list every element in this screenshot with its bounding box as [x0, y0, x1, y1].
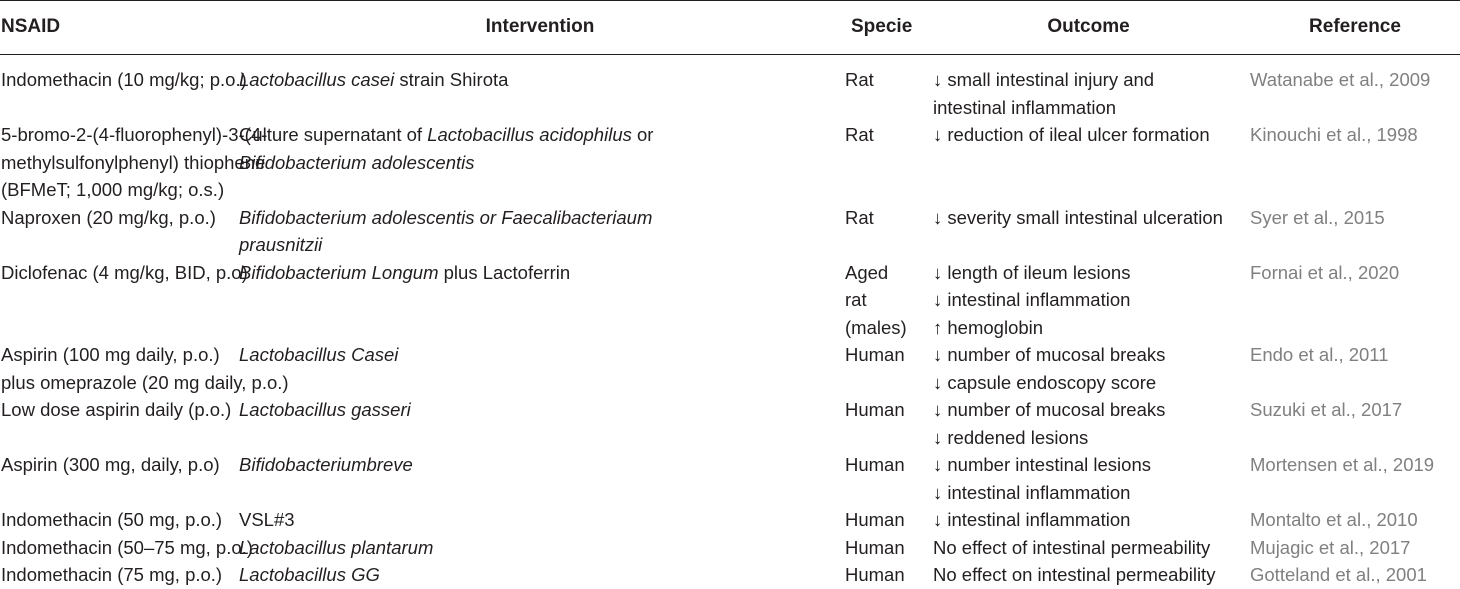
- specie-cell-line: (males): [845, 316, 907, 338]
- nsaid-cell-line: 5-bromo-2-(4-fluorophenyl)-3-(4-: [1, 124, 268, 145]
- nsaid-cell-line: methylsulfonylphenyl) thiophene: [1, 151, 266, 173]
- nsaid-cell: [0, 396, 237, 451]
- specie-cell: [843, 396, 927, 451]
- organism-name: Bifidobacterium adolescentis: [239, 151, 475, 173]
- outcome-cell-line: ↓ severity small intestinal ulceration: [933, 206, 1223, 228]
- outcome-cell-line: ↓ reduction of ileal ulcer formation: [933, 124, 1210, 145]
- header-reference: Reference: [1250, 1, 1460, 55]
- intervention-cell: [237, 561, 843, 589]
- table-body: [0, 55, 1460, 589]
- header-outcome: Outcome: [927, 1, 1250, 55]
- organism-name: prausnitzii: [239, 234, 323, 255]
- reference-cell: Gotteland et al., 2001: [1250, 564, 1427, 585]
- outcome-cell-line: No effect of intestinal permeability: [933, 536, 1211, 558]
- nsaid-cell-line: Indomethacin (75 mg, p.o.): [1, 564, 223, 585]
- intervention-cell: [237, 259, 843, 342]
- outcome-cell: [927, 121, 1250, 204]
- organism-name: Bifidobacterium Longum: [239, 261, 439, 283]
- outcome-cell-line: ↓ capsule endoscopy score: [933, 371, 1157, 393]
- outcome-cell: [927, 259, 1250, 342]
- table-row: [0, 561, 1460, 589]
- nsaid-cell-line: Aspirin (300 mg, daily, p.o): [1, 454, 220, 475]
- nsaid-cell-line: Low dose aspirin daily (p.o.): [1, 399, 232, 420]
- table-row: [0, 534, 1460, 562]
- intervention-text: or: [631, 124, 654, 145]
- nsaid-cell: [0, 506, 237, 534]
- outcome-cell-line: intestinal inflammation: [933, 96, 1117, 118]
- specie-cell-line: Rat: [845, 124, 874, 145]
- nsaid-cell-line: Aspirin (100 mg daily, p.o.): [1, 344, 220, 365]
- header-intervention: Intervention: [237, 1, 843, 55]
- nsaid-cell-line: Diclofenac (4 mg/kg, BID, p.o): [1, 261, 248, 283]
- specie-cell-line: rat: [845, 289, 867, 310]
- intervention-line: [239, 149, 843, 177]
- intervention-text: VSL#3: [239, 509, 295, 530]
- specie-cell-line: Human: [845, 509, 905, 530]
- nsaid-cell: [0, 55, 247, 122]
- specie-cell: [843, 55, 927, 122]
- specie-cell-line: Rat: [845, 206, 874, 228]
- specie-cell-line: Human: [845, 564, 905, 585]
- specie-cell: [843, 259, 927, 342]
- organism-name: Lactobacillus acidophilus: [427, 124, 632, 145]
- outcome-cell: [927, 204, 1250, 259]
- intervention-cell: [237, 451, 843, 506]
- specie-cell-line: Aged: [845, 261, 889, 283]
- intervention-line: [239, 259, 843, 287]
- outcome-cell: [927, 341, 1250, 396]
- outcome-cell-line: ↑ hemoglobin: [933, 316, 1044, 338]
- specie-cell: [843, 506, 927, 534]
- intervention-cell: [237, 506, 843, 534]
- outcome-cell-line: No effect on intestinal permeability: [933, 564, 1216, 585]
- outcome-cell: [927, 506, 1250, 534]
- intervention-line: [239, 341, 843, 369]
- outcome-cell-line: ↓ small intestinal injury and: [933, 69, 1155, 90]
- specie-cell: [843, 341, 927, 396]
- table-row: [0, 121, 1460, 204]
- table-row: [0, 506, 1460, 534]
- table-row: [0, 55, 1460, 122]
- outcome-cell: [927, 55, 1250, 122]
- intervention-cell: [237, 55, 843, 122]
- reference-cell: Watanabe et al., 2009: [1250, 69, 1431, 90]
- nsaid-cell: [0, 534, 253, 562]
- intervention-cell: [237, 121, 843, 204]
- organism-name: Bifidobacteriumbreve: [239, 454, 413, 475]
- nsaid-cell: [0, 451, 237, 506]
- specie-cell-line: Human: [845, 399, 905, 420]
- intervention-text: plus Lactoferrin: [438, 261, 571, 283]
- specie-cell: [843, 204, 927, 259]
- intervention-line: [239, 66, 843, 94]
- specie-cell-line: Human: [845, 536, 905, 558]
- nsaid-cell-line: (BFMeT; 1,000 mg/kg; o.s.): [1, 179, 225, 200]
- outcome-cell: [927, 561, 1250, 589]
- intervention-line: [239, 231, 843, 259]
- outcome-cell-line: ↓ number of mucosal breaks: [933, 344, 1166, 365]
- outcome-cell-line: ↓ intestinal inflammation: [933, 289, 1131, 310]
- reference-cell: Kinouchi et al., 1998: [1250, 124, 1418, 145]
- reference-cell: Fornai et al., 2020: [1250, 261, 1400, 283]
- specie-cell: [843, 561, 927, 589]
- intervention-cell: [237, 534, 843, 562]
- organism-name: Lactobacillus gasseri: [239, 399, 411, 420]
- intervention-text: Culture supernatant of: [239, 124, 428, 145]
- intervention-line: [239, 396, 843, 424]
- outcome-cell-line: ↓ reddened lesions: [933, 426, 1089, 448]
- nsaid-cell: [0, 259, 248, 342]
- outcome-cell: [927, 534, 1250, 562]
- table-row: [0, 396, 1460, 451]
- nsaid-cell-line: Indomethacin (50–75 mg, p.o.): [1, 536, 253, 558]
- intervention-cell: [237, 204, 843, 259]
- table-row: [0, 259, 1460, 342]
- nsaid-cell: [0, 341, 289, 396]
- reference-cell: Endo et al., 2011: [1250, 344, 1389, 365]
- reference-cell: Montalto et al., 2010: [1250, 509, 1418, 530]
- specie-cell-line: Rat: [845, 69, 874, 90]
- intervention-line: [239, 204, 843, 232]
- intervention-line: [239, 534, 843, 562]
- intervention-line: [239, 121, 843, 149]
- nsaid-cell-line: Indomethacin (10 mg/kg; p.o.): [1, 69, 247, 90]
- specie-cell: [843, 451, 927, 506]
- table-row: [0, 204, 1460, 259]
- outcome-cell-line: ↓ intestinal inflammation: [933, 481, 1131, 503]
- specie-cell: [843, 534, 927, 562]
- table-row: [0, 341, 1460, 396]
- nsaid-cell: [0, 121, 268, 204]
- header-row: [0, 1, 1460, 55]
- nsaid-cell-line: Naproxen (20 mg/kg, p.o.): [1, 206, 216, 228]
- nsaid-cell-line: Indomethacin (50 mg, p.o.): [1, 509, 223, 530]
- nsaid-cell: [0, 204, 237, 259]
- outcome-cell-line: ↓ intestinal inflammation: [933, 509, 1131, 530]
- intervention-line: [239, 451, 843, 479]
- organism-name: Lactobacillus plantarum: [239, 536, 434, 558]
- reference-cell: Mujagic et al., 2017: [1250, 536, 1411, 558]
- reference-cell: Syer et al., 2015: [1250, 206, 1385, 228]
- organism-name: Lactobacillus casei: [239, 69, 395, 90]
- nsaid-cell: [0, 561, 237, 589]
- intervention-cell: [237, 396, 843, 451]
- specie-cell: [843, 121, 927, 204]
- outcome-cell-line: ↓ number of mucosal breaks: [933, 399, 1166, 420]
- reference-cell: Suzuki et al., 2017: [1250, 399, 1403, 420]
- table-row: [0, 451, 1460, 506]
- nsaid-cell-line: plus omeprazole (20 mg daily, p.o.): [1, 371, 289, 393]
- organism-name: Lactobacillus GG: [239, 564, 380, 585]
- specie-cell-line: Human: [845, 454, 905, 475]
- outcome-cell-line: ↓ number intestinal lesions: [933, 454, 1151, 475]
- outcome-cell: [927, 451, 1250, 506]
- outcome-cell-line: ↓ length of ileum lesions: [933, 261, 1131, 283]
- organism-name: Bifidobacterium adolescentis or Faecalibacteriaum: [239, 206, 653, 228]
- outcome-cell: [927, 396, 1250, 451]
- intervention-line: [239, 561, 843, 589]
- intervention-line: [239, 506, 843, 534]
- organism-name: Lactobacillus Casei: [239, 344, 399, 365]
- intervention-cell: [237, 341, 843, 396]
- header-specie: Specie: [843, 1, 927, 55]
- header-nsaid: NSAID: [0, 1, 237, 55]
- reference-cell: Mortensen et al., 2019: [1250, 454, 1435, 475]
- intervention-text: strain Shirota: [394, 69, 509, 90]
- specie-cell-line: Human: [845, 344, 905, 365]
